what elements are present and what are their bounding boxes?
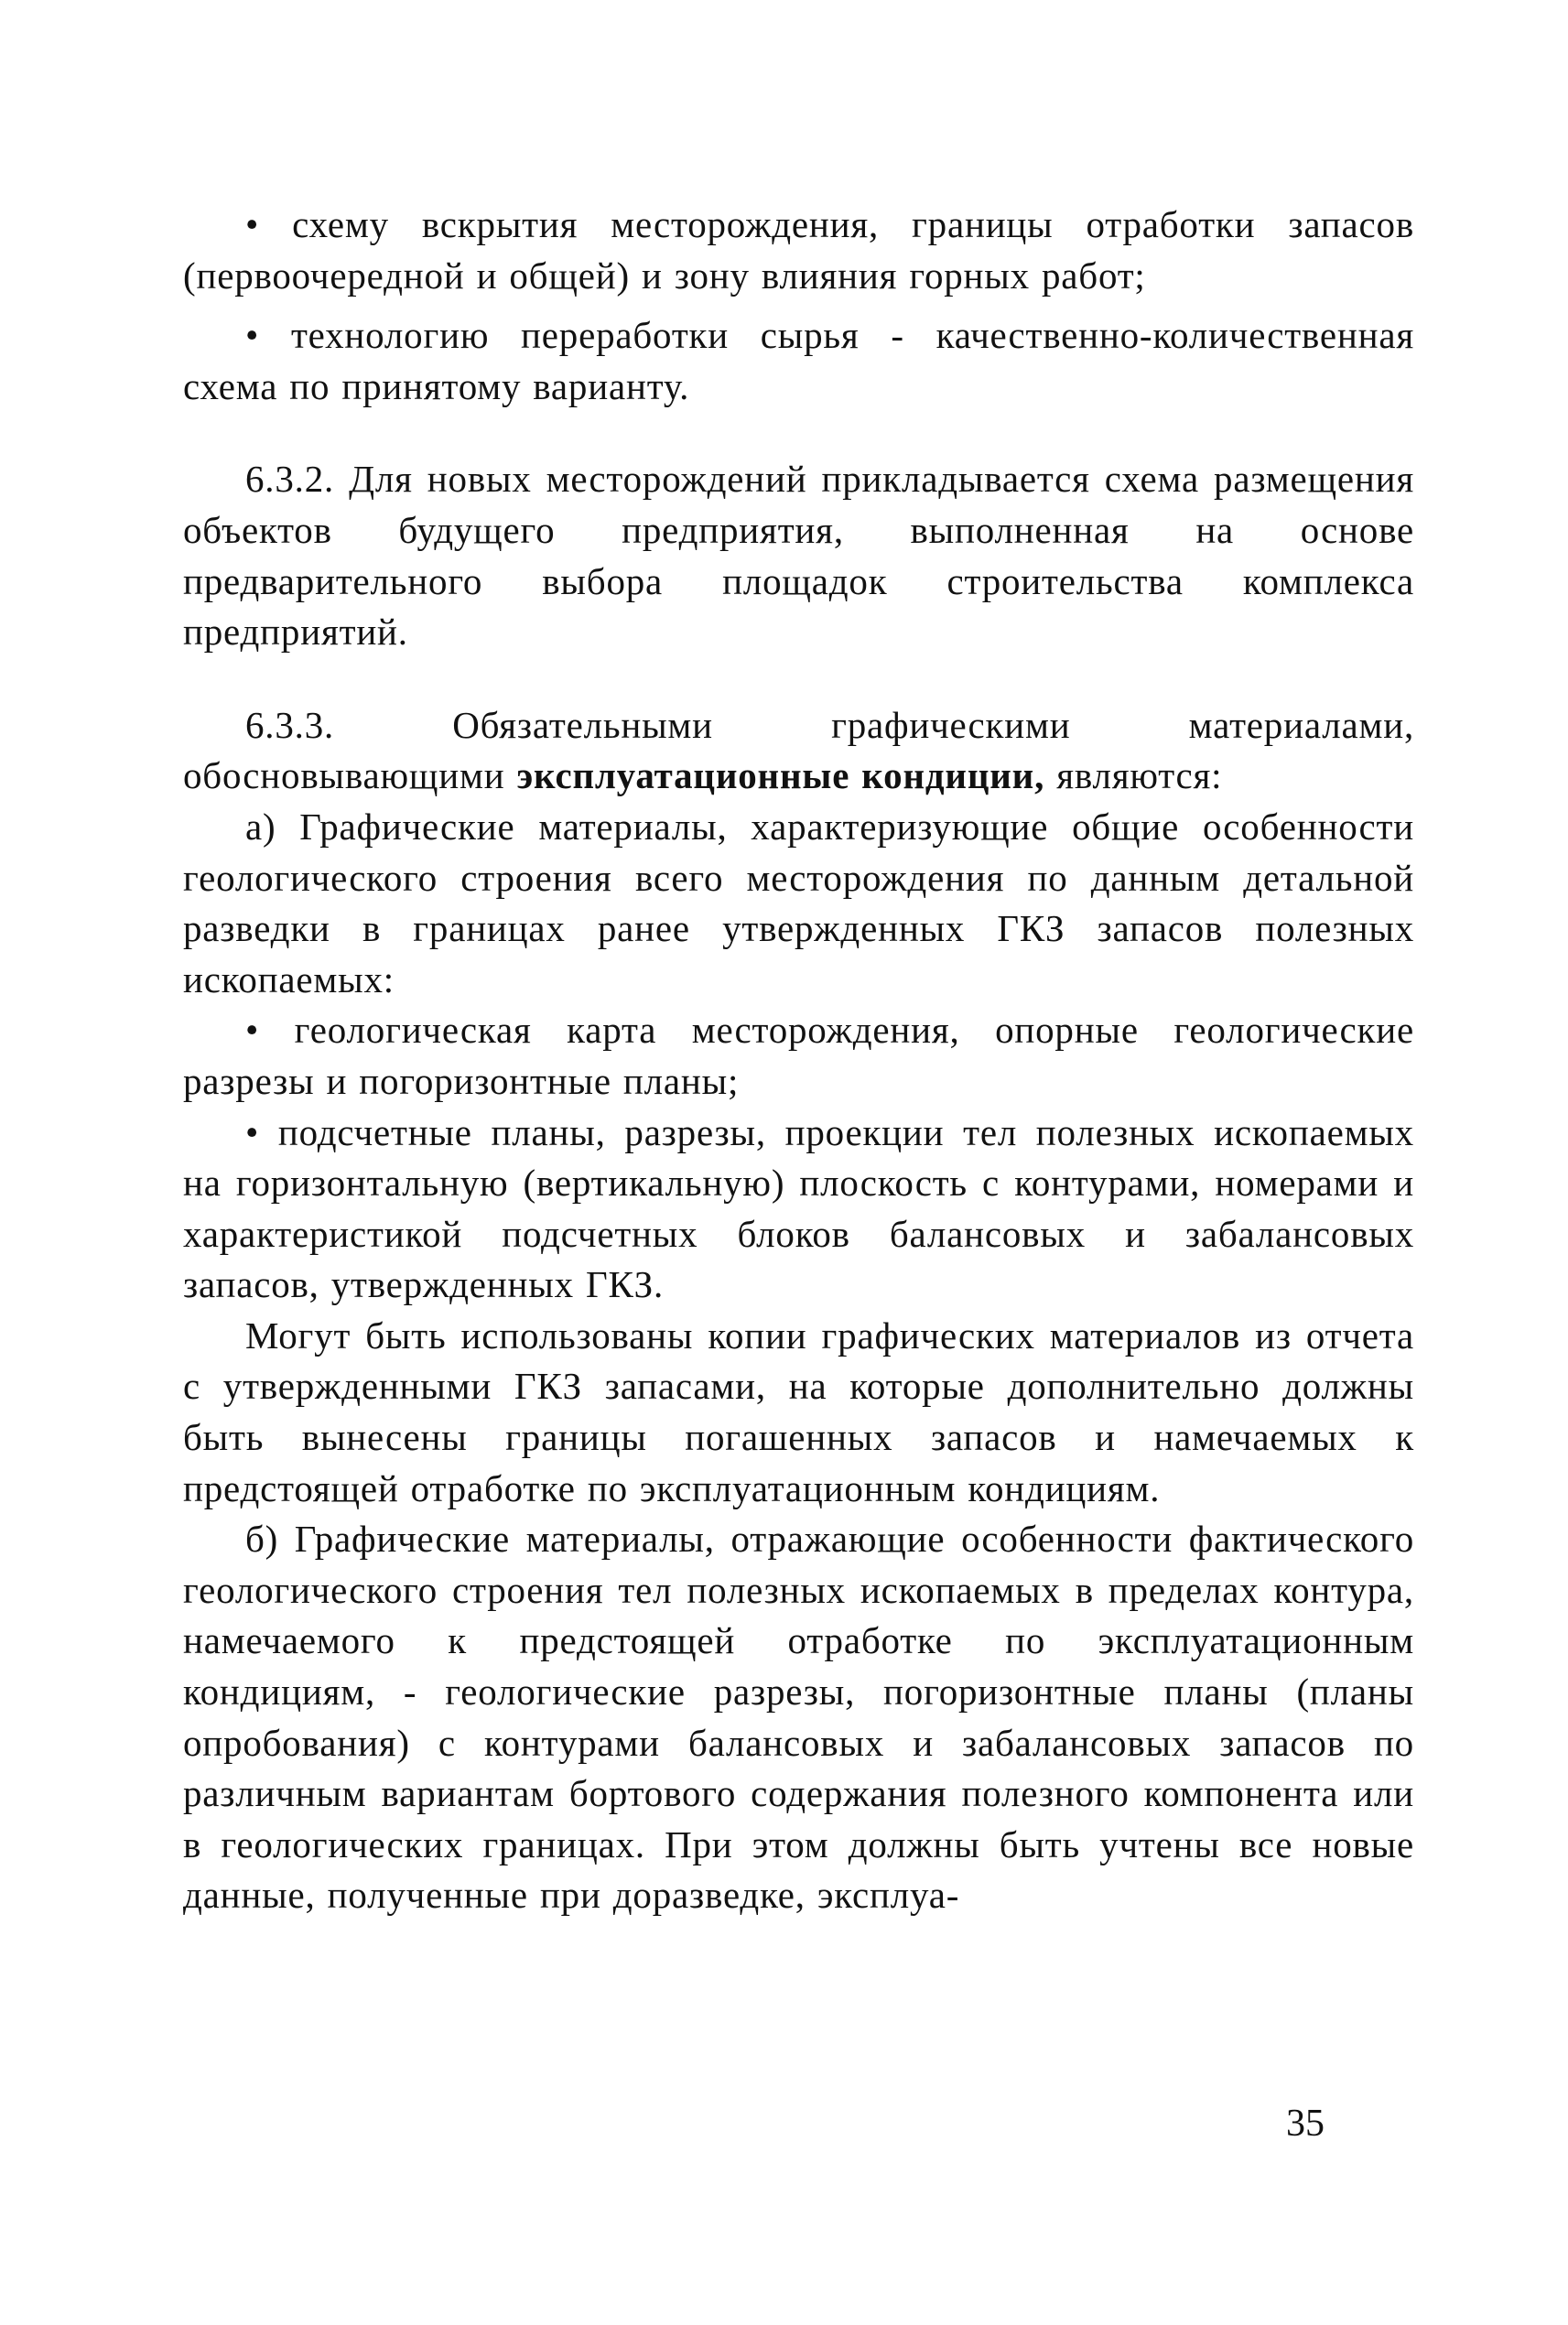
- bullet-opening-scheme: • схему вскрытия месторождения, границы отработки запасов (первоочередной и общей) и зону влияния горных работ;: [183, 203, 1414, 297]
- item-b-graphic-materials: б) Графические материалы, отражающие особенности фактического геологического строения тел полезных ископаемых в пределах контура, намечаемого к предстоящей отработке по эксплуатационным кондициям, - геологические разрезы, погоризонтные планы (планы опробования) с контурами балансовых и забалансовых запасов по различным вариантам бортового содержания полезного компонента или в геологических границах. При этом должны быть учтены все новые данные, полученные при доразведке, эксплуа-: [183, 1518, 1414, 1917]
- bullet-processing-technology: • технологию переработки сырья - качественно-количественная схема по принятому варианту.: [183, 314, 1414, 407]
- section-6-3-3: [183, 700, 1414, 802]
- bullet-geological-map: • геологическая карта месторождения, опорные геологические разрезы и погоризонтные планы;: [183, 1009, 1414, 1102]
- section-6-3-3-bold-term: эксплуатационные кондиции,: [516, 754, 1045, 797]
- section-6-3-2: 6.3.2. Для новых месторождений прикладывается схема размещения объектов будущего предприятия, выполненная на основе предварительного выбора площадок строительства комплекса предприятий.: [183, 458, 1414, 654]
- bullet-counting-plans: • подсчетные планы, разрезы, проекции тел полезных ископаемых на горизонтальную (вертикальную) плоскость с контурами, номерами и характеристикой подсчетных блоков балансовых и забалансовых запасов, утвержденных ГКЗ.: [183, 1110, 1414, 1306]
- item-a-graphic-materials: а) Графические материалы, характеризующие общие особенности геологического строения всего месторождения по данным детальной разведки в границах ранее утвержденных ГКЗ запасов полезных ископаемых:: [183, 805, 1414, 1000]
- page-number: 35: [1286, 2103, 1325, 2145]
- paragraph-copies-note: Могут быть использованы копии графических материалов из отчета с утвержденными ГКЗ запасами, на которые дополнительно должны быть вынесены границы погашенных запасов и намечаемых к предстоящей отработке по эксплуатационным кондициям.: [183, 1314, 1414, 1509]
- section-6-3-3-text-start: 6.3.3. Обязательными графическими материалами, обосновывающими: [183, 703, 1414, 797]
- document-body: [183, 200, 1414, 1921]
- section-6-3-3-text-end: являются:: [1044, 754, 1223, 797]
